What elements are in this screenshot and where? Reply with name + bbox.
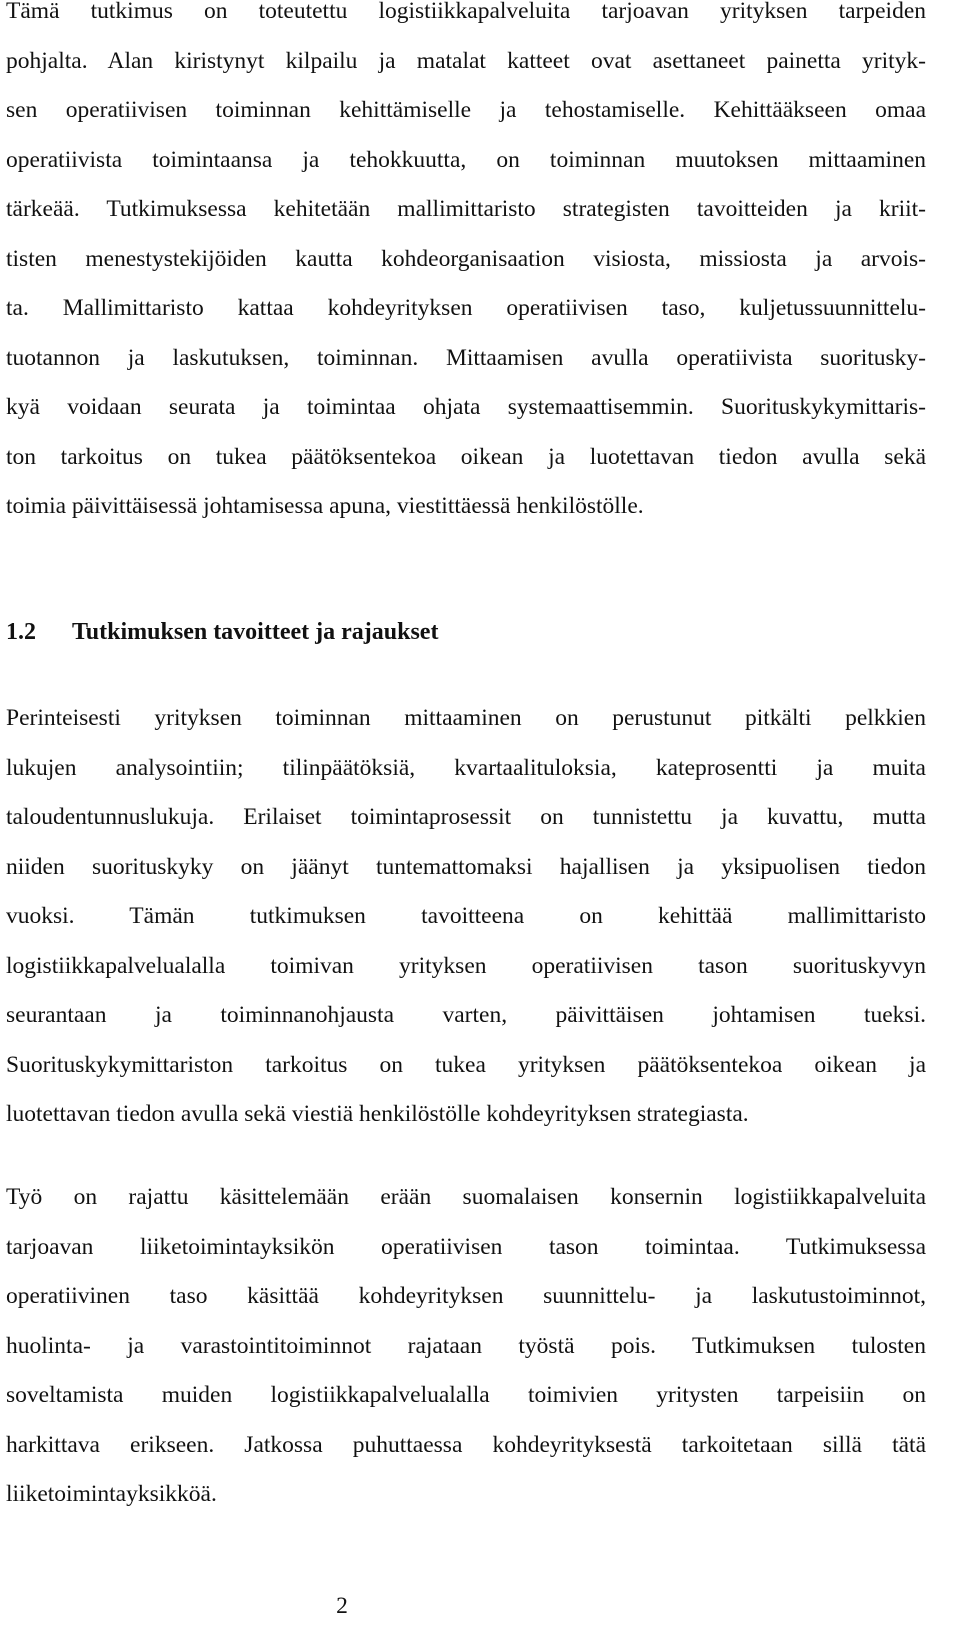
text-line: operatiivista toimintaansa ja tehokkuutta, on toiminnan muutoksen mittaaminen (6, 146, 926, 173)
text-line: Työ on rajattu käsittelemään erään suomalaisen konsernin logistiikkapalveluita (6, 1184, 926, 1210)
text-line: harkittava erikseen. Jatkossa puhuttaessa kohdeyrityksestä tarkoitetaan sillä tätä (6, 1431, 926, 1458)
text-line: tisten menestystekijöiden kautta kohdeorganisaation visiosta, missiosta ja arvois- (6, 245, 926, 272)
text-line: tärkeää. Tutkimuksessa kehitetään mallimittaristo strategisten tavoitteiden ja kriit- (6, 196, 926, 222)
section-title: Tutkimuksen tavoitteet ja rajaukset (72, 619, 439, 645)
text-line: sen operatiivisen toiminnan kehittämiselle ja tehostamiselle. Kehittääkseen omaa (6, 97, 926, 123)
text-line: toimia päivittäisessä johtamisessa apuna, viestittäessä henkilöstölle. (6, 493, 644, 519)
text-line: soveltamista muiden logistiikkapalvelualalla toimivien yritysten tarpeisiin on (6, 1382, 926, 1408)
text-line: tuotannon ja laskutuksen, toiminnan. Mittaamisen avulla operatiivista suoritusky- (6, 344, 926, 371)
text-line: huolinta- ja varastointitoiminnot rajataan työstä pois. Tutkimuksen tulosten (6, 1332, 926, 1359)
text-line: ta. Mallimittaristo kattaa kohdeyrityksen operatiivisen taso, kuljetussuunnittelu- (6, 295, 926, 321)
text-line: Perinteisesti yrityksen toiminnan mittaaminen on perustunut pitkälti pelkkien (6, 705, 926, 731)
text-line: lukujen analysointiin; tilinpäätöksiä, kvartaalituloksia, kateprosentti ja muita (6, 754, 926, 781)
text-line: ton tarkoitus on tukea päätöksentekoa oikean ja luotettavan tiedon avulla sekä (6, 443, 926, 470)
text-line: logistiikkapalvelualalla toimivan yrityksen operatiivisen tason suorituskyvyn (6, 952, 926, 979)
text-line: seurantaan ja toiminnanohjausta varten, päivittäisen johtamisen tueksi. (6, 1002, 926, 1028)
text-line: Tämä tutkimus on toteutettu logistiikkapalveluita tarjoavan yrityksen tarpeiden (6, 0, 926, 24)
text-line: vuoksi. Tämän tutkimuksen tavoitteena on kehittää mallimittaristo (6, 903, 926, 929)
section-heading (6, 617, 438, 647)
scope-paragraph (6, 1173, 926, 1520)
intro-paragraph (6, 0, 926, 532)
text-line: tarjoavan liiketoimintayksikön operatiivisen tason toimintaa. Tutkimuksessa (6, 1233, 926, 1260)
text-line: operatiivinen taso käsittää kohdeyrityksen suunnittelu- ja laskutustoiminnot, (6, 1283, 926, 1309)
objectives-paragraph (6, 694, 926, 1140)
section-number: 1.2 (6, 619, 36, 645)
text-line: luotettavan tiedon avulla sekä viestiä henkilöstölle kohdeyrityksen strategiasta. (6, 1101, 749, 1127)
text-line: kyä voidaan seurata ja toimintaa ohjata systemaattisemmin. Suorituskykymittaris- (6, 394, 926, 420)
page-number: 2 (336, 1593, 348, 1619)
text-line: taloudentunnuslukuja. Erilaiset toimintaprosessit on tunnistettu ja kuvattu, mutta (6, 804, 926, 830)
text-line: Suorituskykymittariston tarkoitus on tukea yrityksen päätöksentekoa oikean ja (6, 1051, 926, 1078)
text-line: niiden suorituskyky on jäänyt tuntemattomaksi hajallisen ja yksipuolisen tiedon (6, 853, 926, 880)
text-line: liiketoimintayksikköä. (6, 1481, 217, 1507)
text-line: pohjalta. Alan kiristynyt kilpailu ja matalat katteet ovat asettaneet painetta yrityk- (6, 47, 926, 74)
